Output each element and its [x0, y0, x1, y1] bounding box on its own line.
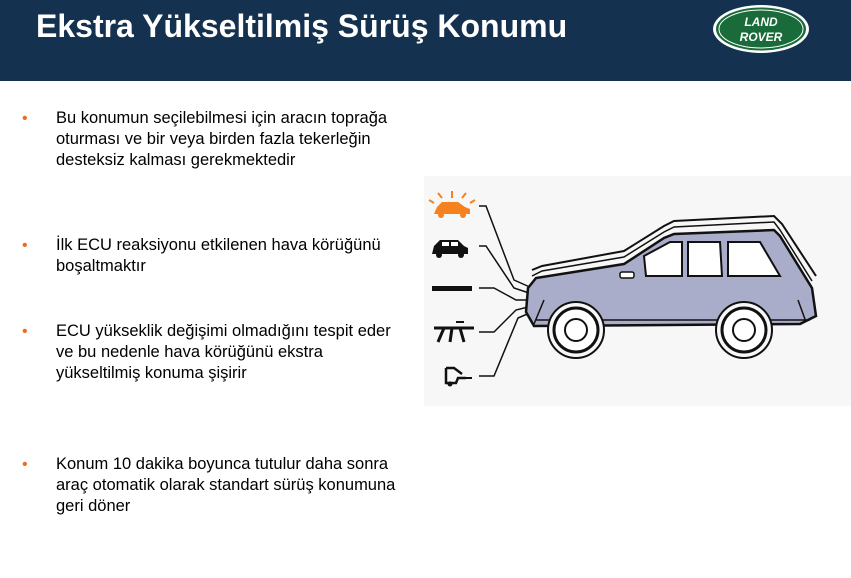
- slide-title: Ekstra Yükseltilmiş Sürüş Konumu: [36, 8, 568, 44]
- bullet-text: Konum 10 dakika boyunca tutulur daha sonra araç otomatik olarak standart sürüş konumuna geri döner: [56, 455, 396, 515]
- bullet-marker: •: [22, 110, 28, 127]
- bullet-marker: •: [22, 323, 28, 340]
- bullet-marker: •: [22, 456, 28, 473]
- level-bar-icon: [432, 286, 472, 291]
- bullet-text: ECU yükseklik değişimi olmadığını tespit eder ve bu nedenle hava körüğünü ekstra yükseltilmiş konuma şişirir: [56, 322, 391, 382]
- logo-text-rover: ROVER: [739, 30, 783, 44]
- bullet-text: Bu konumun seçilebilmesi için aracın toprağa oturması ve bir veya birden fazla tekerleğin desteksiz kalması gerekmektedir: [56, 109, 388, 169]
- logo-text-land: LAND: [744, 15, 778, 29]
- land-rover-logo: [712, 4, 810, 54]
- slide-header: [0, 0, 851, 81]
- bullet-marker: •: [22, 237, 28, 254]
- bullet-text: İlk ECU reaksiyonu etkilenen hava körüğünü boşaltmaktır: [56, 236, 381, 275]
- vehicle-height-diagram: [424, 176, 851, 406]
